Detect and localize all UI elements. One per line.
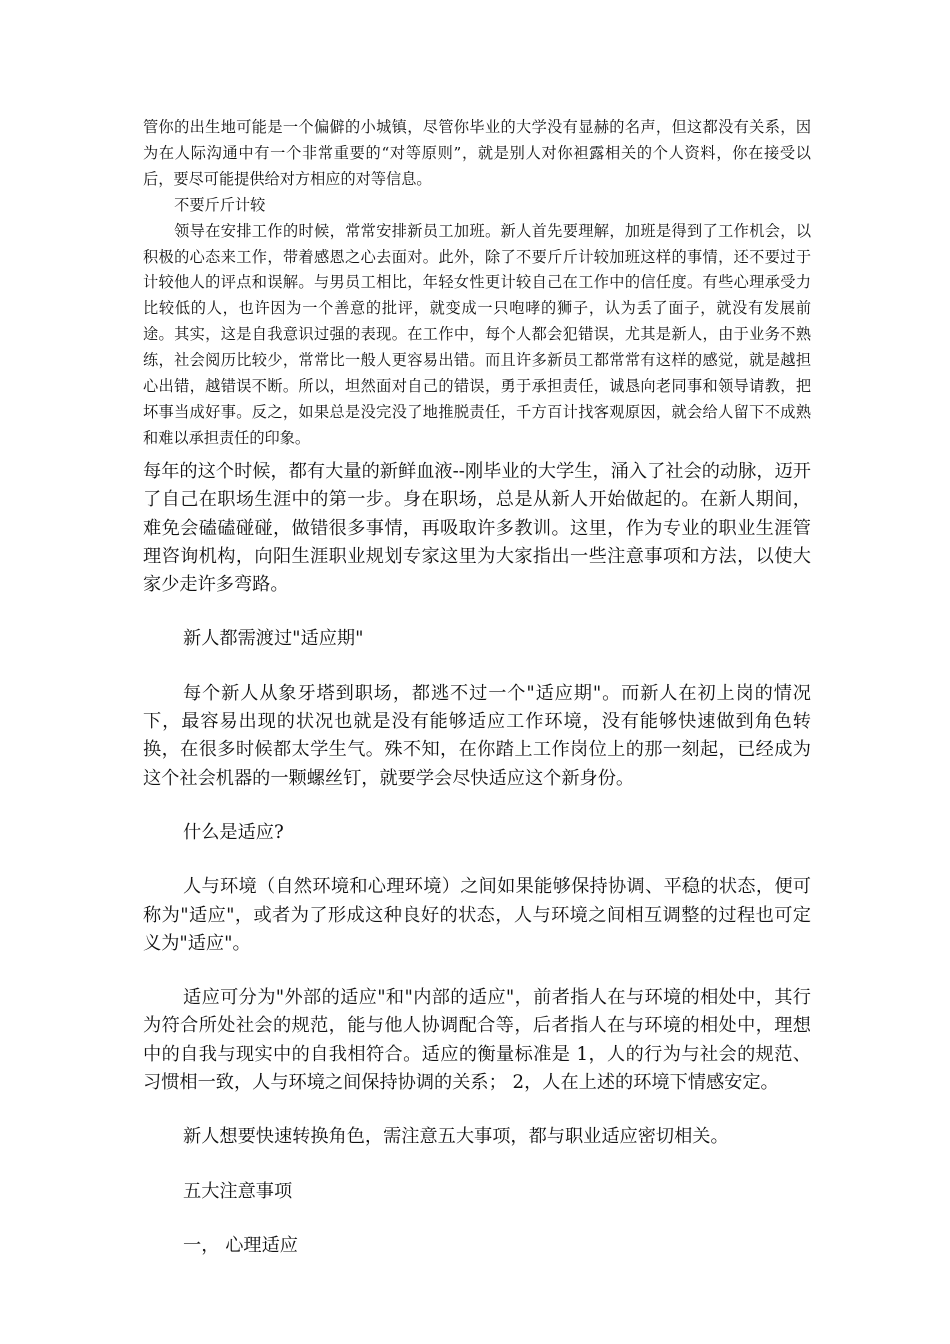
paragraph-five-items-intro: 新人想要快速转换角色，需注意五大事项，都与职业适应密切相关。 xyxy=(183,1126,729,1148)
heading-adaptation-period: 新人都需渡过"适应期" xyxy=(183,628,364,650)
paragraph-contact-principle: 管你的出生地可能是一个偏僻的小城镇，尽管你毕业的大学没有显赫的名声，但这都没有关系，因为在人际沟通中有一个非常重要的“对等原则”，就是别人对你袒露相关的个人资料，你在接受以后，要尽可能提供给对方相应的对等信息。 xyxy=(143,118,811,188)
paragraph-adaptation-period: 每个新人从象牙塔到职场，都逃不过一个"适应期"。而新人在初上岗的情况下，最容易出现的状况也就是没有能够适应工作环境，没有能够快速做到角色转换，在很多时候都太学生气。殊不知，在你踏上工作岗位上的那一刻起，已经成为这个社会机器的一颗螺丝钉，就要学会尽快适应这个新身份。 xyxy=(143,682,811,789)
heading-what-is-adaptation: 什么是适应? xyxy=(183,821,284,843)
heading-five-items: 五大注意事项 xyxy=(183,1180,293,1202)
main-text-section xyxy=(143,458,811,1286)
paragraph-adaptation-types: 适应可分为"外部的适应"和"内部的适应"，前者指人在与环境的相处中，其行为符合所处社会的规范，能与他人协调配合等，后者指人在与环境的相处中，理想中的自我与现实中的自我相符合。适应的衡量标准是 1，人的行为与社会的规范、习惯相一致，人与环境之间保持协调的关系； 2，人在上述的环境下情感安定。 xyxy=(143,987,811,1094)
paragraph-overtime: 领导在安排工作的时候，常常安排新员工加班。新人首先要理解，加班是得到了工作机会，以积极的心态来工作，带着感恩之心去面对。此外，除了不要斤斤计较加班这样的事情，还不要过于计较他人的评点和误解。与男员工相比，年轻女性更计较自己在工作中的信任度。有些心理承受力比较低的人，也许因为一个善意的批评，就变成一只咆哮的狮子，认为丢了面子，就没有发展前途。其实，这是自我意识过强的表现。在工作中，每个人都会犯错误，尤其是新人，由于业务不熟练，社会阅历比较少，常常比一般人更容易出错。而且许多新员工都常常有这样的感觉，就是越担心出错，越错误不断。所以，坦然面对自己的错误，勇于承担责任，诚恳向老同事和领导请教，把坏事当成好事。反之，如果总是没完没了地推脱责任，千方百计找客观原因，就会给人留下不成熟和难以承担责任的印象。 xyxy=(143,221,811,447)
paragraph-adaptation-definition: 人与环境（自然环境和心理环境）之间如果能够保持协调、平稳的状态，便可称为"适应"，或者为了形成这种良好的状态，人与环境之间相互调整的过程也可定义为"适应"。 xyxy=(143,876,811,954)
heading-no-haggling: 不要斤斤计较 xyxy=(174,195,266,214)
top-text-section xyxy=(143,115,811,452)
paragraph-intro: 每年的这个时候，都有大量的新鲜血液--刚毕业的大学生，涌入了社会的动脉，迈开了自己在职场生涯中的第一步。身在职场，总是从新人开始做起的。在新人期间，难免会磕磕碰碰，做错很多事情，再吸取许多教训。这里，作为专业的职业生涯管理咨询机构，向阳生涯职业规划专家这里为大家指出一些注意事项和方法，以使大家少走许多弯路。 xyxy=(143,461,811,596)
heading-psychological-adaptation: 一， 心理适应 xyxy=(183,1234,298,1256)
